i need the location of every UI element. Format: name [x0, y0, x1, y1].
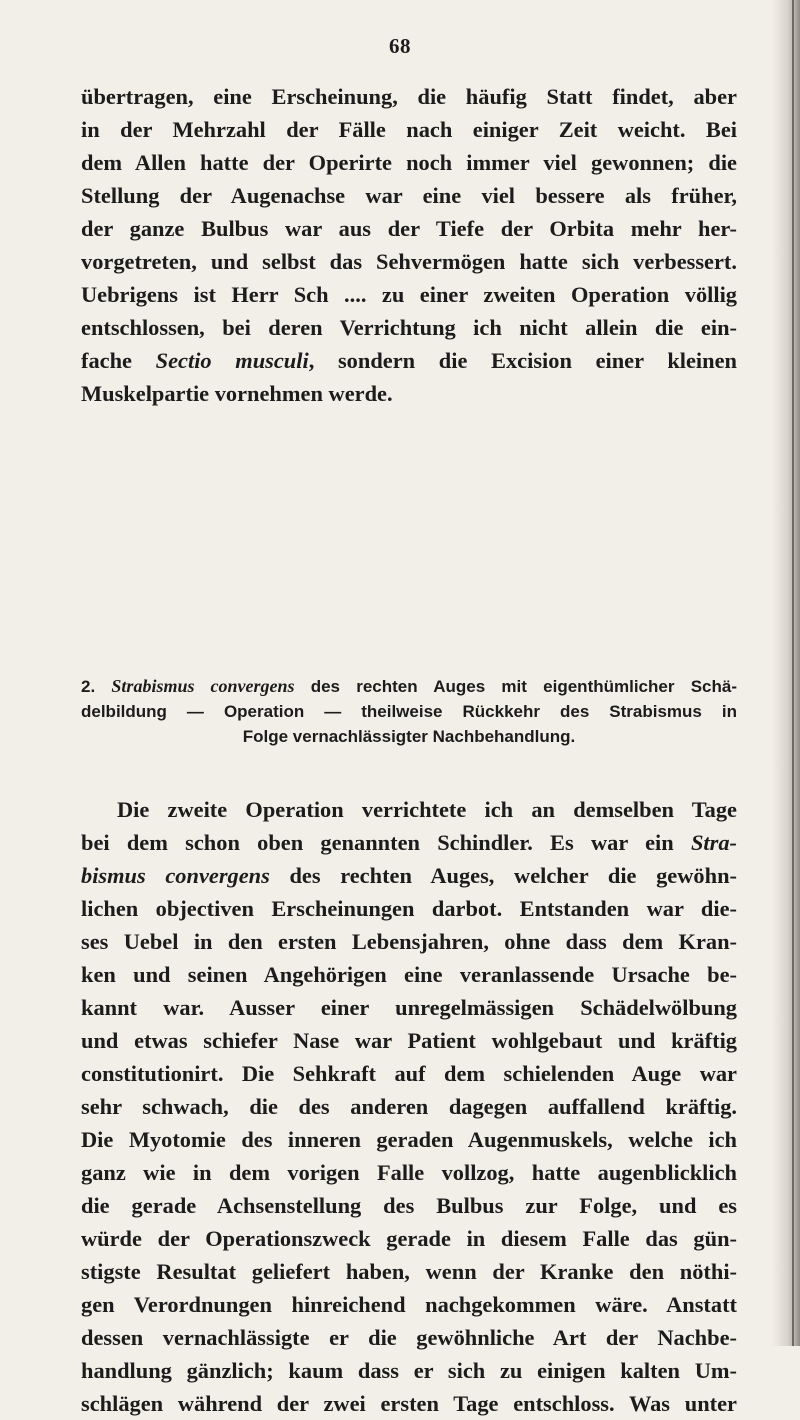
text-line: und etwas schiefer Nase war Patient wohlgebaut und kräftig — [81, 1028, 737, 1053]
text-line: vorgetreten, und selbst das Sehvermögen hatte sich verbessert. — [81, 249, 737, 274]
text-line: sehr schwach, die des anderen dagegen auffallend kräftig. — [81, 1094, 737, 1119]
paragraph-1 — [81, 80, 737, 410]
text-line: in der Mehrzahl der Fälle nach einiger Zeit weicht. Bei — [81, 117, 737, 142]
text-run: , sondern die Excision einer kleinen — [308, 348, 737, 373]
heading-line: delbildung — Operation — theilweise Rückkehr des Strabismus in — [81, 702, 737, 721]
text-run: fache — [81, 348, 156, 373]
text-line — [81, 826, 737, 859]
case-heading — [81, 674, 737, 749]
page-number: 68 — [389, 34, 411, 58]
text-line: kannt war. Ausser einer unregelmässigen Schädelwölbung — [81, 995, 737, 1020]
text-run: des rechten Auges mit eigenthümlicher Schä- — [294, 677, 737, 696]
page-edge-shadow — [772, 0, 800, 1346]
text-line: der ganze Bulbus war aus der Tiefe der Orbita mehr her- — [81, 216, 737, 241]
text-line: ganz wie in dem vorigen Falle vollzog, hatte augenblicklich — [81, 1160, 737, 1185]
text-line — [81, 859, 737, 892]
text-line: schlägen während der zwei ersten Tage entschloss. Was unter — [81, 1391, 737, 1416]
text-line: ses Uebel in den ersten Lebensjahren, ohne dass dem Kran- — [81, 929, 737, 954]
text-line: übertragen, eine Erscheinung, die häufig Statt findet, aber — [81, 84, 737, 109]
italic-latin-term: Sectio musculi — [155, 348, 309, 373]
text-line: constitutionirt. Die Sehkraft auf dem schielenden Auge war — [81, 1061, 737, 1086]
text-run: des rechten Auges, welcher die gewöhn- — [269, 863, 737, 888]
text-line: Stellung der Augenachse war eine viel bessere als früher, — [81, 183, 737, 208]
text-line: lichen objectiven Erscheinungen darbot. Entstanden war die- — [81, 896, 737, 921]
text-line — [81, 344, 737, 377]
text-line: Uebrigens ist Herr Sch .... zu einer zweiten Operation völlig — [81, 282, 737, 307]
text-line: die gerade Achsenstellung des Bulbus zur Folge, und es — [81, 1193, 737, 1218]
italic-latin-term: bismus convergens — [81, 863, 270, 888]
italic-latin-term: Stra- — [690, 830, 737, 855]
page-edge-line — [792, 0, 794, 1346]
italic-latin-term: Strabismus convergens — [111, 676, 295, 696]
text-line: gen Verordnungen hinreichend nachgekommen wäre. Anstatt — [81, 1292, 737, 1317]
text-line: stigste Resultat geliefert haben, wenn der Kranke den nöthi- — [81, 1259, 737, 1284]
text-line: dem Allen hatte der Operirte noch immer viel gewonnen; die — [81, 150, 737, 175]
text-line: entschlossen, bei deren Verrichtung ich nicht allein die ein- — [81, 315, 737, 340]
text-line: Die zweite Operation verrichtete ich an demselben Tage — [117, 797, 737, 822]
text-run: bei dem schon oben genannten Schindler. Es war ein — [81, 830, 691, 855]
text-line: Die Myotomie des inneren geraden Augenmuskels, welche ich — [81, 1127, 737, 1152]
heading-line: Folge vernachlässigter Nachbehandlung. — [242, 727, 576, 746]
text-line: handlung gänzlich; kaum dass er sich zu einigen kalten Um- — [81, 1358, 737, 1383]
text-line: würde der Operationszweck gerade in diesem Falle das gün- — [81, 1226, 737, 1251]
case-number: 2. — [81, 677, 112, 696]
heading-line — [81, 674, 737, 699]
text-line: Muskelpartie vornehmen werde. — [81, 381, 393, 406]
text-line: dessen vernachlässigte er die gewöhnliche Art der Nachbe- — [81, 1325, 737, 1350]
paragraph-2 — [81, 793, 737, 1420]
text-line: ken und seinen Angehörigen eine veranlassende Ursache be- — [81, 962, 737, 987]
